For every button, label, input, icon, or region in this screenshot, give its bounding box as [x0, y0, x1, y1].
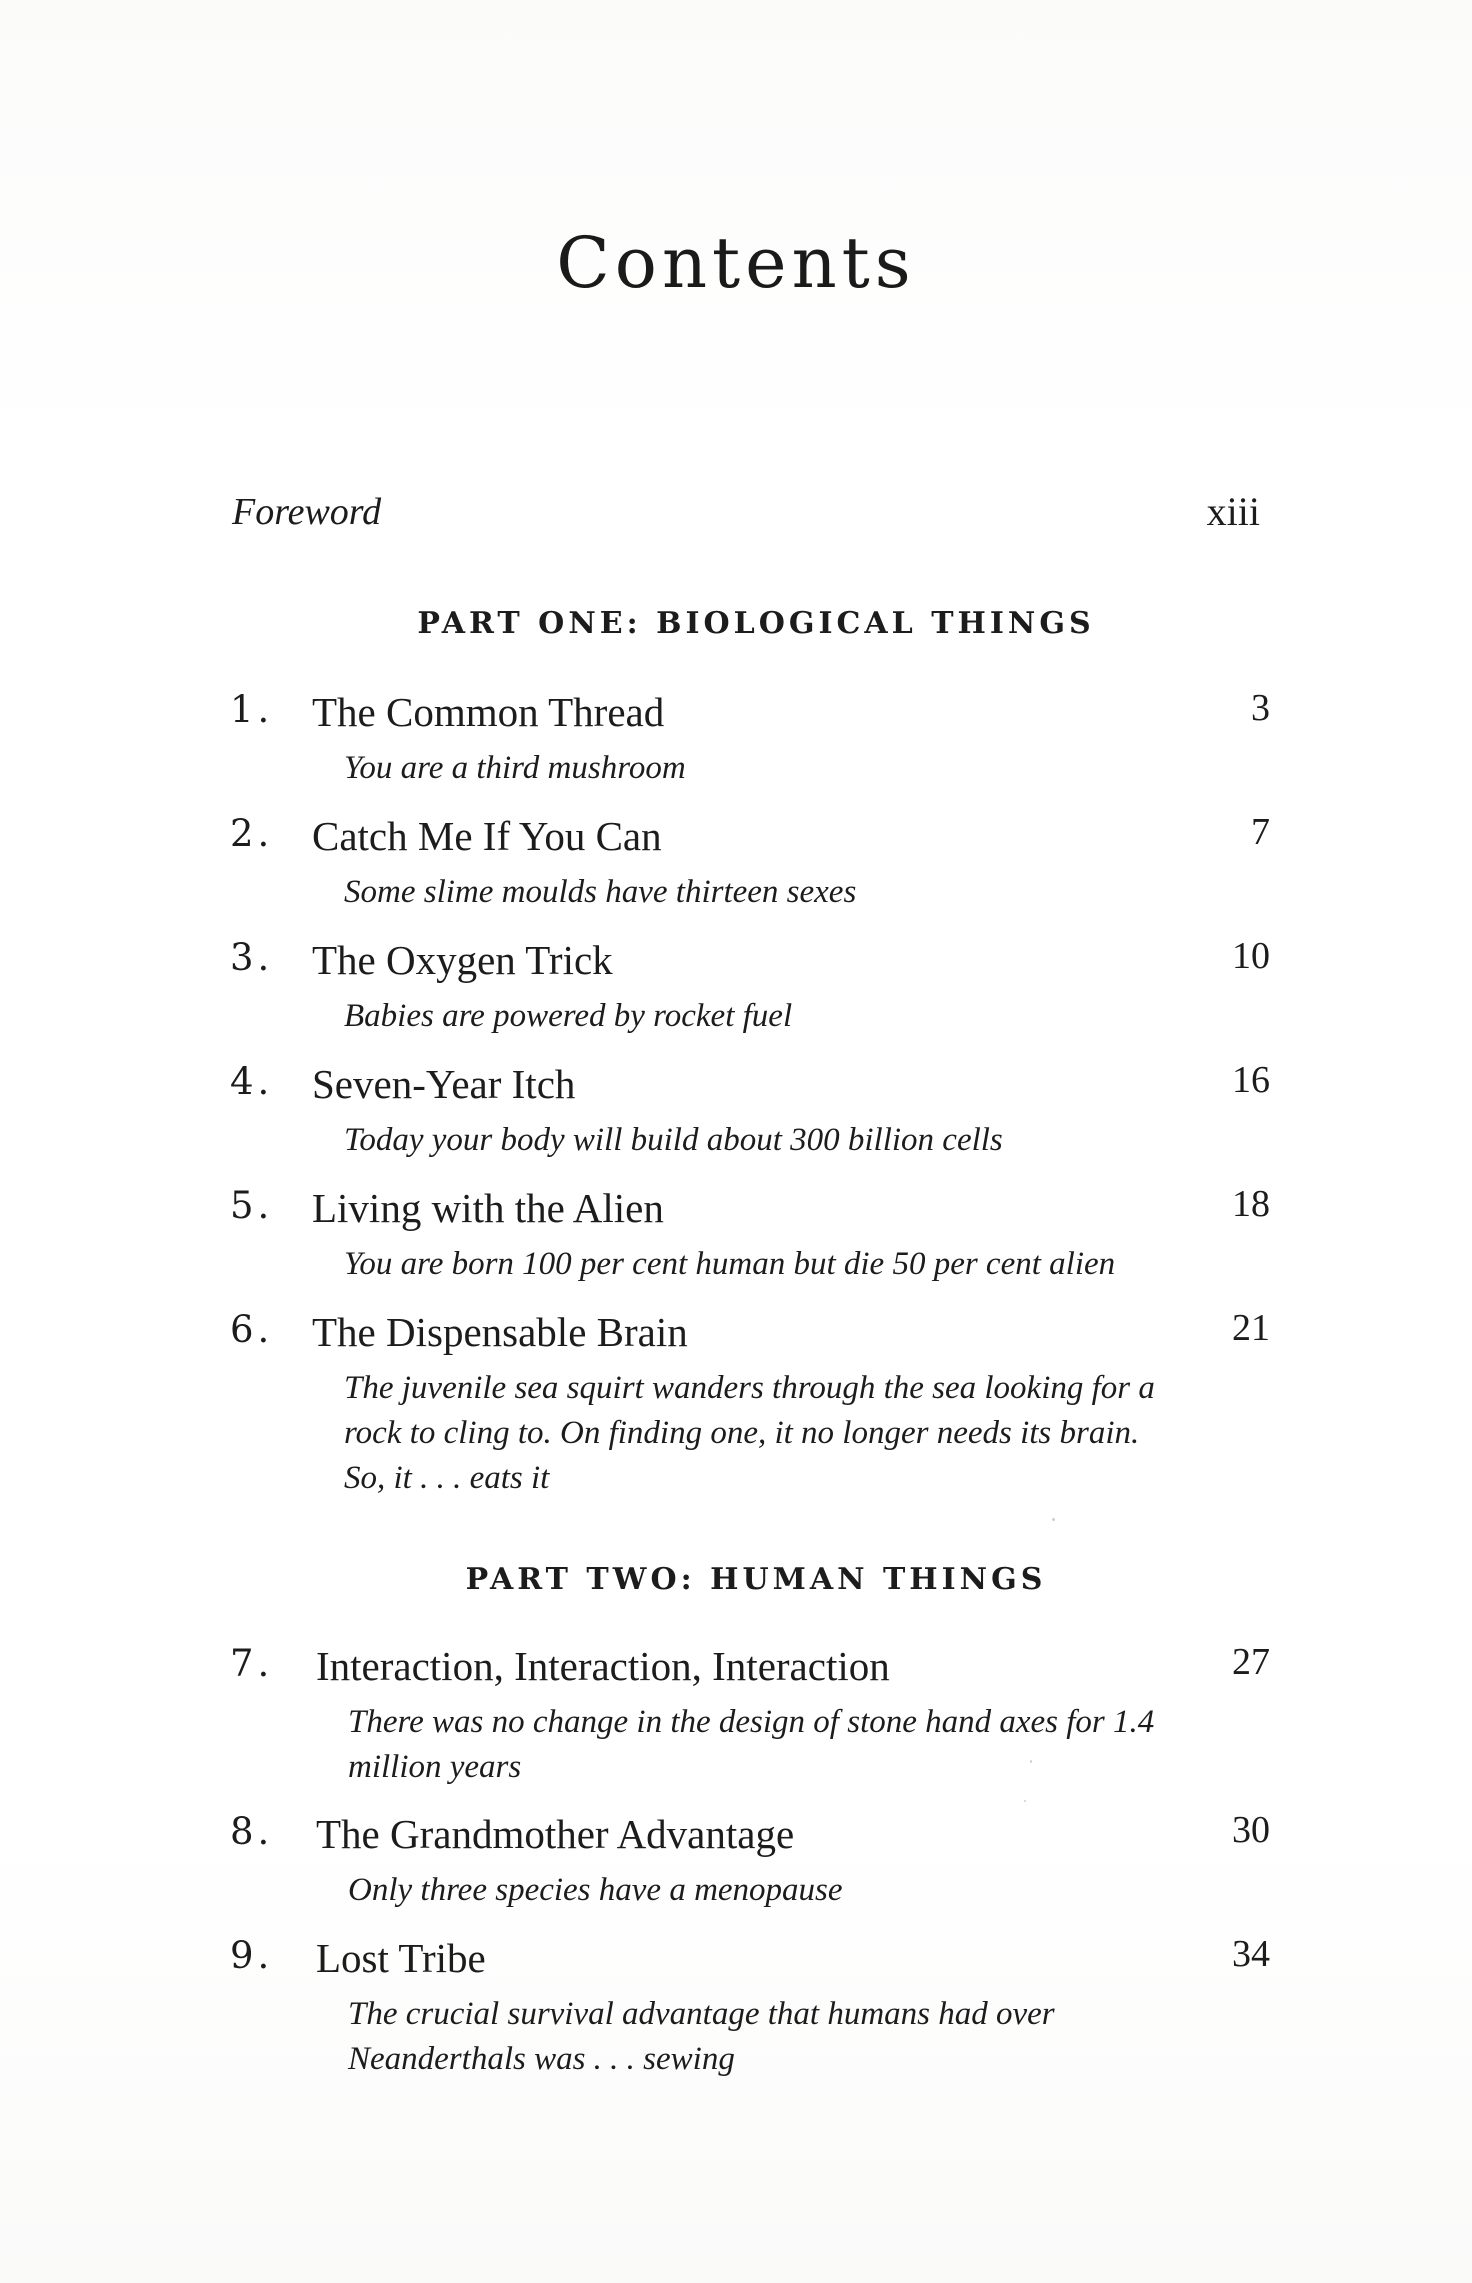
- chapter-page-number: 30: [1232, 1809, 1270, 1851]
- scan-speck: [1052, 1518, 1055, 1521]
- chapter-number: 3.: [230, 936, 274, 979]
- chapter-title: Interaction, Interaction, Interaction: [316, 1643, 890, 1689]
- chapter-title: The Grandmother Advantage: [316, 1811, 795, 1857]
- chapter-subtitle: Some slime moulds have thirteen sexes: [344, 874, 857, 910]
- chapter-subtitle: You are born 100 per cent human but die 50 per cent alien: [344, 1246, 1116, 1282]
- chapter-title: Living with the Alien: [312, 1185, 664, 1231]
- chapter-page-number: 7: [1251, 811, 1270, 853]
- chapter-number: 9.: [230, 1934, 274, 1977]
- chapter-number: 5.: [230, 1184, 274, 1227]
- chapter-number: 2.: [230, 812, 274, 855]
- chapter-number: 1.: [230, 688, 274, 731]
- chapter-number: 8.: [230, 1810, 274, 1853]
- chapter-title: The Common Thread: [312, 689, 665, 735]
- chapter-number: 6.: [230, 1308, 274, 1351]
- chapter-subtitle: The juvenile sea squirt wanders through the sea looking for a rock to cling to. On finding one, it no longer needs its brain. So, it . . . eats it: [344, 1370, 1155, 1496]
- chapter-page-number: 34: [1232, 1933, 1270, 1975]
- foreword-label: Foreword: [232, 491, 382, 533]
- chapter-subtitle: Only three species have a menopause: [348, 1872, 843, 1908]
- chapter-page-number: 10: [1232, 935, 1270, 977]
- chapter-page-number: 21: [1232, 1307, 1270, 1349]
- chapter-subtitle: Today your body will build about 300 billion cells: [344, 1122, 1003, 1158]
- chapter-page-number: 16: [1232, 1059, 1270, 1101]
- scan-speck: [1030, 1760, 1032, 1763]
- scan-speck: [1024, 1800, 1026, 1802]
- chapter-subtitle: You are a third mushroom: [344, 750, 686, 786]
- chapter-title: Catch Me If You Can: [312, 813, 662, 859]
- chapter-page-number: 18: [1232, 1183, 1270, 1225]
- foreword-page-number: xiii: [1206, 489, 1260, 534]
- part-two-heading: PART TWO: HUMAN THINGS: [465, 1562, 1047, 1597]
- chapter-page-number: 27: [1232, 1641, 1270, 1683]
- chapter-title: Seven-Year Itch: [312, 1061, 576, 1107]
- part-one-heading: PART ONE: BIOLOGICAL THINGS: [417, 606, 1095, 641]
- chapter-title: The Dispensable Brain: [312, 1309, 688, 1355]
- chapter-subtitle: Babies are powered by rocket fuel: [344, 998, 793, 1034]
- chapter-number: 7.: [230, 1642, 274, 1685]
- chapter-title: Lost Tribe: [316, 1935, 486, 1981]
- page-title: Contents: [556, 222, 916, 304]
- chapter-subtitle: The crucial survival advantage that humans had over Neanderthals was . . . sewing: [348, 1996, 1055, 2077]
- chapter-subtitle: There was no change in the design of stone hand axes for 1.4 million years: [348, 1704, 1155, 1785]
- chapter-number: 4.: [230, 1060, 274, 1103]
- chapter-page-number: 3: [1251, 687, 1270, 729]
- chapter-title: The Oxygen Trick: [312, 937, 613, 983]
